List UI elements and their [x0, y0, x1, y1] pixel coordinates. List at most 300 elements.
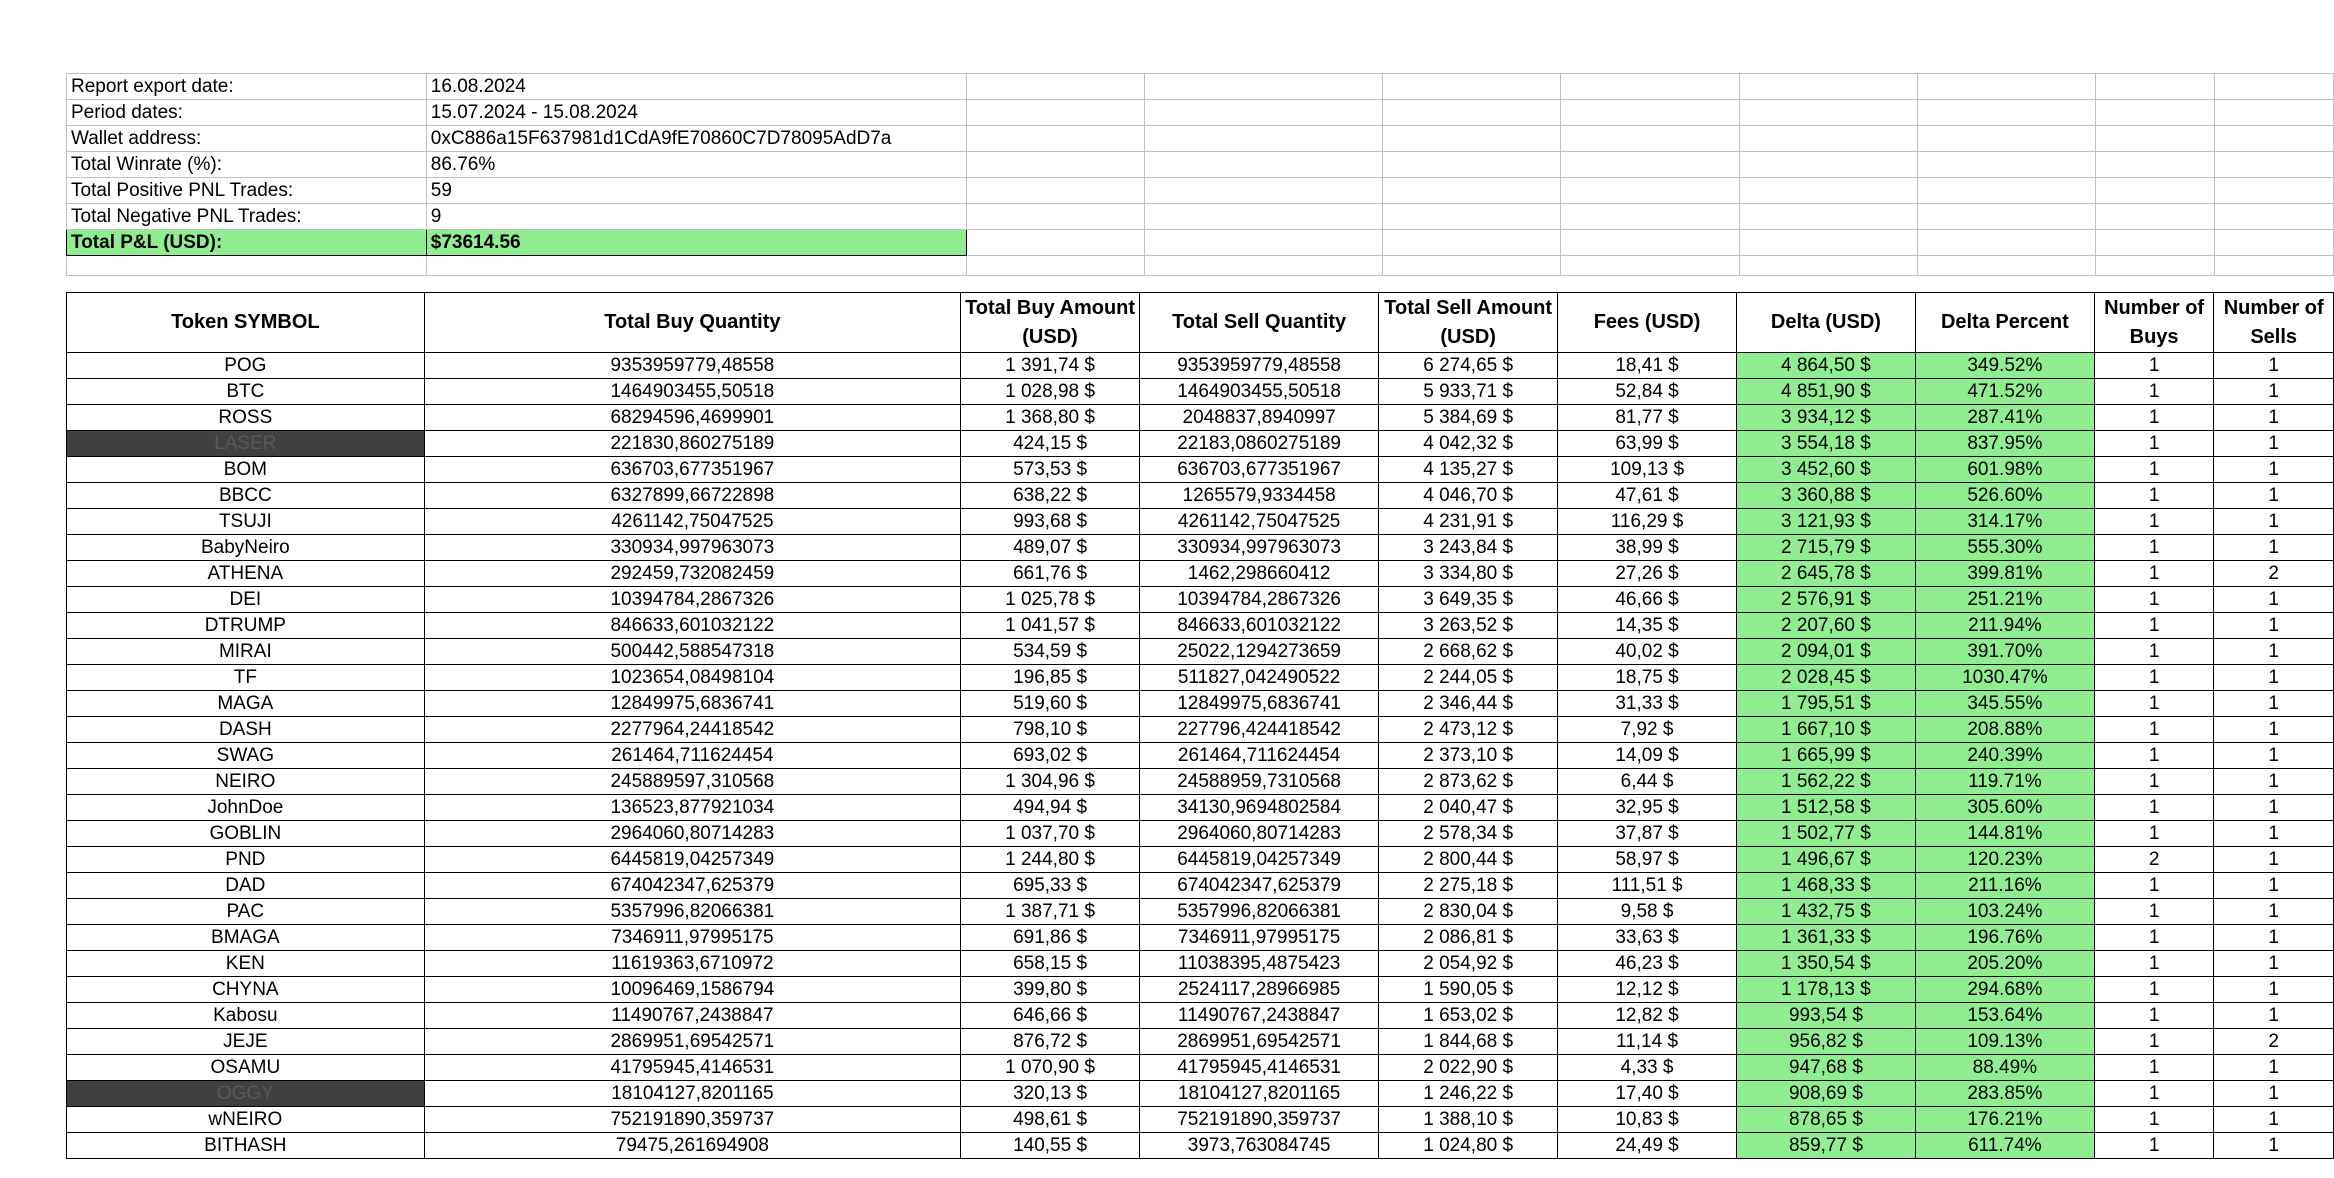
info-label[interactable]: Total Positive PNL Trades:: [67, 178, 427, 204]
empty-cell[interactable]: [2096, 204, 2215, 230]
empty-cell[interactable]: [1383, 230, 1561, 256]
sell-amount-cell[interactable]: 2 244,05 $: [1379, 665, 1558, 691]
buy-amount-cell[interactable]: 646,66 $: [961, 1003, 1140, 1029]
delta-percent-cell[interactable]: 837.95%: [1915, 431, 2094, 457]
delta-percent-cell[interactable]: 119.71%: [1915, 769, 2094, 795]
delta-percent-cell[interactable]: 314.17%: [1915, 509, 2094, 535]
column-header[interactable]: Fees (USD): [1558, 293, 1737, 353]
delta-percent-cell[interactable]: 196.76%: [1915, 925, 2094, 951]
buy-amount-cell[interactable]: 534,59 $: [961, 639, 1140, 665]
token-symbol-cell[interactable]: BMAGA: [67, 925, 425, 951]
empty-cell[interactable]: [1739, 178, 1917, 204]
empty-cell[interactable]: [1383, 74, 1561, 100]
buy-amount-cell[interactable]: 691,86 $: [961, 925, 1140, 951]
empty-cell[interactable]: [2215, 256, 2334, 276]
empty-cell[interactable]: [1145, 126, 1383, 152]
empty-cell[interactable]: [2096, 178, 2215, 204]
empty-cell[interactable]: [1383, 178, 1561, 204]
buy-amount-cell[interactable]: 1 368,80 $: [961, 405, 1140, 431]
sell-amount-cell[interactable]: 2 473,12 $: [1379, 717, 1558, 743]
sells-count-cell[interactable]: 1: [2214, 1055, 2334, 1081]
buys-count-cell[interactable]: 1: [2094, 613, 2214, 639]
delta-percent-cell[interactable]: 305.60%: [1915, 795, 2094, 821]
sells-count-cell[interactable]: 1: [2214, 665, 2334, 691]
fees-cell[interactable]: 81,77 $: [1558, 405, 1737, 431]
delta-cell[interactable]: 3 934,12 $: [1736, 405, 1915, 431]
sells-count-cell[interactable]: 1: [2214, 743, 2334, 769]
sell-amount-cell[interactable]: 4 231,91 $: [1379, 509, 1558, 535]
buy-amount-cell[interactable]: 1 041,57 $: [961, 613, 1140, 639]
fees-cell[interactable]: 14,35 $: [1558, 613, 1737, 639]
buy-quantity-cell[interactable]: 636703,677351967: [424, 457, 960, 483]
sell-amount-cell[interactable]: 2 022,90 $: [1379, 1055, 1558, 1081]
token-symbol-cell[interactable]: DASH: [67, 717, 425, 743]
sell-amount-cell[interactable]: 4 042,32 $: [1379, 431, 1558, 457]
token-symbol-cell[interactable]: BabyNeiro: [67, 535, 425, 561]
buys-count-cell[interactable]: 1: [2094, 535, 2214, 561]
empty-cell[interactable]: [1917, 152, 2095, 178]
buy-quantity-cell[interactable]: 2277964,24418542: [424, 717, 960, 743]
buys-count-cell[interactable]: 1: [2094, 873, 2214, 899]
delta-cell[interactable]: 1 502,77 $: [1736, 821, 1915, 847]
buy-quantity-cell[interactable]: 9353959779,48558: [424, 353, 960, 379]
sell-quantity-cell[interactable]: 1462,298660412: [1140, 561, 1379, 587]
buys-count-cell[interactable]: 1: [2094, 951, 2214, 977]
buy-quantity-cell[interactable]: 11619363,6710972: [424, 951, 960, 977]
buys-count-cell[interactable]: 1: [2094, 717, 2214, 743]
sell-amount-cell[interactable]: 2 040,47 $: [1379, 795, 1558, 821]
sells-count-cell[interactable]: 1: [2214, 613, 2334, 639]
buys-count-cell[interactable]: 1: [2094, 379, 2214, 405]
buys-count-cell[interactable]: 1: [2094, 1029, 2214, 1055]
empty-cell[interactable]: [1145, 256, 1383, 276]
delta-cell[interactable]: 1 432,75 $: [1736, 899, 1915, 925]
buy-amount-cell[interactable]: 399,80 $: [961, 977, 1140, 1003]
buy-amount-cell[interactable]: 1 244,80 $: [961, 847, 1140, 873]
sells-count-cell[interactable]: 2: [2214, 561, 2334, 587]
fees-cell[interactable]: 33,63 $: [1558, 925, 1737, 951]
buy-quantity-cell[interactable]: 10394784,2867326: [424, 587, 960, 613]
sells-count-cell[interactable]: 1: [2214, 379, 2334, 405]
delta-percent-cell[interactable]: 391.70%: [1915, 639, 2094, 665]
sells-count-cell[interactable]: 1: [2214, 483, 2334, 509]
buy-quantity-cell[interactable]: 292459,732082459: [424, 561, 960, 587]
sell-quantity-cell[interactable]: 2048837,8940997: [1140, 405, 1379, 431]
empty-cell[interactable]: [1917, 100, 2095, 126]
empty-cell[interactable]: [967, 230, 1145, 256]
sell-quantity-cell[interactable]: 12849975,6836741: [1140, 691, 1379, 717]
delta-cell[interactable]: 2 028,45 $: [1736, 665, 1915, 691]
delta-cell[interactable]: 2 576,91 $: [1736, 587, 1915, 613]
sells-count-cell[interactable]: 1: [2214, 405, 2334, 431]
delta-cell[interactable]: 1 361,33 $: [1736, 925, 1915, 951]
sells-count-cell[interactable]: 1: [2214, 951, 2334, 977]
sell-amount-cell[interactable]: 4 135,27 $: [1379, 457, 1558, 483]
delta-percent-cell[interactable]: 251.21%: [1915, 587, 2094, 613]
buys-count-cell[interactable]: 1: [2094, 1107, 2214, 1133]
fees-cell[interactable]: 47,61 $: [1558, 483, 1737, 509]
buy-amount-cell[interactable]: 798,10 $: [961, 717, 1140, 743]
sell-amount-cell[interactable]: 3 649,35 $: [1379, 587, 1558, 613]
delta-percent-cell[interactable]: 153.64%: [1915, 1003, 2094, 1029]
empty-cell[interactable]: [1145, 74, 1383, 100]
buy-amount-cell[interactable]: 695,33 $: [961, 873, 1140, 899]
empty-cell[interactable]: [1561, 230, 1739, 256]
sells-count-cell[interactable]: 1: [2214, 509, 2334, 535]
delta-cell[interactable]: 1 178,13 $: [1736, 977, 1915, 1003]
sells-count-cell[interactable]: 1: [2214, 847, 2334, 873]
token-symbol-cell[interactable]: KEN: [67, 951, 425, 977]
sell-quantity-cell[interactable]: 34130,9694802584: [1140, 795, 1379, 821]
sell-amount-cell[interactable]: 2 373,10 $: [1379, 743, 1558, 769]
fees-cell[interactable]: 46,23 $: [1558, 951, 1737, 977]
buys-count-cell[interactable]: 1: [2094, 1133, 2214, 1159]
sells-count-cell[interactable]: 1: [2214, 1003, 2334, 1029]
empty-cell[interactable]: [1145, 204, 1383, 230]
delta-cell[interactable]: 2 645,78 $: [1736, 561, 1915, 587]
sells-count-cell[interactable]: 1: [2214, 873, 2334, 899]
token-symbol-cell[interactable]: Kabosu: [67, 1003, 425, 1029]
buy-amount-cell[interactable]: 693,02 $: [961, 743, 1140, 769]
empty-cell[interactable]: [1917, 178, 2095, 204]
buys-count-cell[interactable]: 1: [2094, 925, 2214, 951]
buys-count-cell[interactable]: 1: [2094, 665, 2214, 691]
empty-cell[interactable]: [2215, 230, 2334, 256]
sell-amount-cell[interactable]: 5 384,69 $: [1379, 405, 1558, 431]
sell-quantity-cell[interactable]: 1464903455,50518: [1140, 379, 1379, 405]
buys-count-cell[interactable]: 1: [2094, 353, 2214, 379]
sell-quantity-cell[interactable]: 2524117,28966985: [1140, 977, 1379, 1003]
fees-cell[interactable]: 24,49 $: [1558, 1133, 1737, 1159]
buy-quantity-cell[interactable]: 330934,997963073: [424, 535, 960, 561]
token-symbol-cell[interactable]: TSUJI: [67, 509, 425, 535]
info-value[interactable]: 59: [426, 178, 966, 204]
empty-cell[interactable]: [967, 100, 1145, 126]
fees-cell[interactable]: 12,12 $: [1558, 977, 1737, 1003]
fees-cell[interactable]: 37,87 $: [1558, 821, 1737, 847]
buys-count-cell[interactable]: 1: [2094, 431, 2214, 457]
buy-amount-cell[interactable]: 876,72 $: [961, 1029, 1140, 1055]
token-symbol-cell[interactable]: BITHASH: [67, 1133, 425, 1159]
buy-quantity-cell[interactable]: 1023654,08498104: [424, 665, 960, 691]
buy-quantity-cell[interactable]: 752191890,359737: [424, 1107, 960, 1133]
sells-count-cell[interactable]: 1: [2214, 925, 2334, 951]
buy-quantity-cell[interactable]: 7346911,97995175: [424, 925, 960, 951]
delta-cell[interactable]: 1 795,51 $: [1736, 691, 1915, 717]
sells-count-cell[interactable]: 1: [2214, 587, 2334, 613]
sell-amount-cell[interactable]: 2 873,62 $: [1379, 769, 1558, 795]
buy-amount-cell[interactable]: 1 070,90 $: [961, 1055, 1140, 1081]
fees-cell[interactable]: 10,83 $: [1558, 1107, 1737, 1133]
buy-quantity-cell[interactable]: 12849975,6836741: [424, 691, 960, 717]
token-symbol-cell[interactable]: OSAMU: [67, 1055, 425, 1081]
delta-percent-cell[interactable]: 211.94%: [1915, 613, 2094, 639]
sell-amount-cell[interactable]: 4 046,70 $: [1379, 483, 1558, 509]
delta-cell[interactable]: 947,68 $: [1736, 1055, 1915, 1081]
sells-count-cell[interactable]: 1: [2214, 717, 2334, 743]
empty-cell[interactable]: [1145, 230, 1383, 256]
empty-cell[interactable]: [1561, 204, 1739, 230]
sell-quantity-cell[interactable]: 2869951,69542571: [1140, 1029, 1379, 1055]
sells-count-cell[interactable]: 2: [2214, 1029, 2334, 1055]
buy-quantity-cell[interactable]: 2869951,69542571: [424, 1029, 960, 1055]
empty-cell[interactable]: [67, 256, 427, 276]
column-header[interactable]: Total Sell Quantity: [1140, 293, 1379, 353]
sell-amount-cell[interactable]: 1 653,02 $: [1379, 1003, 1558, 1029]
empty-cell[interactable]: [967, 204, 1145, 230]
buys-count-cell[interactable]: 1: [2094, 483, 2214, 509]
info-label[interactable]: Total Negative PNL Trades:: [67, 204, 427, 230]
empty-cell[interactable]: [2215, 152, 2334, 178]
empty-cell[interactable]: [2215, 204, 2334, 230]
info-value[interactable]: 86.76%: [426, 152, 966, 178]
empty-cell[interactable]: [1383, 126, 1561, 152]
sells-count-cell[interactable]: 1: [2214, 457, 2334, 483]
buy-quantity-cell[interactable]: 136523,877921034: [424, 795, 960, 821]
sells-count-cell[interactable]: 1: [2214, 535, 2334, 561]
delta-cell[interactable]: 859,77 $: [1736, 1133, 1915, 1159]
buys-count-cell[interactable]: 1: [2094, 977, 2214, 1003]
token-symbol-cell[interactable]: PND: [67, 847, 425, 873]
buys-count-cell[interactable]: 1: [2094, 691, 2214, 717]
empty-cell[interactable]: [1145, 152, 1383, 178]
fees-cell[interactable]: 32,95 $: [1558, 795, 1737, 821]
empty-cell[interactable]: [967, 178, 1145, 204]
info-value[interactable]: $73614.56: [426, 230, 966, 256]
sells-count-cell[interactable]: 1: [2214, 795, 2334, 821]
sells-count-cell[interactable]: 1: [2214, 1107, 2334, 1133]
delta-percent-cell[interactable]: 88.49%: [1915, 1055, 2094, 1081]
fees-cell[interactable]: 58,97 $: [1558, 847, 1737, 873]
token-symbol-cell[interactable]: wNEIRO: [67, 1107, 425, 1133]
sell-amount-cell[interactable]: 1 844,68 $: [1379, 1029, 1558, 1055]
buy-amount-cell[interactable]: 638,22 $: [961, 483, 1140, 509]
sell-amount-cell[interactable]: 2 086,81 $: [1379, 925, 1558, 951]
sell-amount-cell[interactable]: 2 346,44 $: [1379, 691, 1558, 717]
column-header[interactable]: Total Sell Amount (USD): [1379, 293, 1558, 353]
delta-cell[interactable]: 3 360,88 $: [1736, 483, 1915, 509]
fees-cell[interactable]: 116,29 $: [1558, 509, 1737, 535]
delta-cell[interactable]: 4 864,50 $: [1736, 353, 1915, 379]
sell-quantity-cell[interactable]: 636703,677351967: [1140, 457, 1379, 483]
delta-percent-cell[interactable]: 555.30%: [1915, 535, 2094, 561]
column-header[interactable]: Token SYMBOL: [67, 293, 425, 353]
buys-count-cell[interactable]: 1: [2094, 1055, 2214, 1081]
delta-percent-cell[interactable]: 1030.47%: [1915, 665, 2094, 691]
sell-amount-cell[interactable]: 3 243,84 $: [1379, 535, 1558, 561]
buy-amount-cell[interactable]: 1 304,96 $: [961, 769, 1140, 795]
empty-cell[interactable]: [2096, 74, 2215, 100]
buy-amount-cell[interactable]: 658,15 $: [961, 951, 1140, 977]
fees-cell[interactable]: 9,58 $: [1558, 899, 1737, 925]
delta-cell[interactable]: 3 452,60 $: [1736, 457, 1915, 483]
info-label[interactable]: Period dates:: [67, 100, 427, 126]
empty-cell[interactable]: [1739, 152, 1917, 178]
delta-percent-cell[interactable]: 103.24%: [1915, 899, 2094, 925]
delta-cell[interactable]: 993,54 $: [1736, 1003, 1915, 1029]
buy-amount-cell[interactable]: 494,94 $: [961, 795, 1140, 821]
buy-amount-cell[interactable]: 1 028,98 $: [961, 379, 1140, 405]
buy-quantity-cell[interactable]: 4261142,75047525: [424, 509, 960, 535]
column-header[interactable]: Total Buy Amount (USD): [961, 293, 1140, 353]
fees-cell[interactable]: 18,41 $: [1558, 353, 1737, 379]
sells-count-cell[interactable]: 1: [2214, 769, 2334, 795]
delta-cell[interactable]: 908,69 $: [1736, 1081, 1915, 1107]
sell-amount-cell[interactable]: 3 263,52 $: [1379, 613, 1558, 639]
fees-cell[interactable]: 38,99 $: [1558, 535, 1737, 561]
sell-quantity-cell[interactable]: 22183,0860275189: [1140, 431, 1379, 457]
sell-quantity-cell[interactable]: 511827,042490522: [1140, 665, 1379, 691]
buy-quantity-cell[interactable]: 2964060,80714283: [424, 821, 960, 847]
sell-quantity-cell[interactable]: 846633,601032122: [1140, 613, 1379, 639]
sell-amount-cell[interactable]: 6 274,65 $: [1379, 353, 1558, 379]
info-label[interactable]: Total P&L (USD):: [67, 230, 427, 256]
fees-cell[interactable]: 31,33 $: [1558, 691, 1737, 717]
token-symbol-cell[interactable]: OGGY: [67, 1081, 425, 1107]
info-label[interactable]: Report export date:: [67, 74, 427, 100]
buys-count-cell[interactable]: 1: [2094, 821, 2214, 847]
buy-amount-cell[interactable]: 1 037,70 $: [961, 821, 1140, 847]
delta-percent-cell[interactable]: 294.68%: [1915, 977, 2094, 1003]
delta-percent-cell[interactable]: 144.81%: [1915, 821, 2094, 847]
empty-cell[interactable]: [1917, 204, 2095, 230]
buy-amount-cell[interactable]: 498,61 $: [961, 1107, 1140, 1133]
empty-cell[interactable]: [1739, 74, 1917, 100]
delta-cell[interactable]: 3 554,18 $: [1736, 431, 1915, 457]
delta-percent-cell[interactable]: 471.52%: [1915, 379, 2094, 405]
delta-percent-cell[interactable]: 601.98%: [1915, 457, 2094, 483]
delta-percent-cell[interactable]: 287.41%: [1915, 405, 2094, 431]
buys-count-cell[interactable]: 2: [2094, 847, 2214, 873]
sell-quantity-cell[interactable]: 752191890,359737: [1140, 1107, 1379, 1133]
delta-cell[interactable]: 1 468,33 $: [1736, 873, 1915, 899]
buy-quantity-cell[interactable]: 79475,261694908: [424, 1133, 960, 1159]
empty-cell[interactable]: [2215, 126, 2334, 152]
empty-cell[interactable]: [1917, 256, 2095, 276]
delta-cell[interactable]: 1 562,22 $: [1736, 769, 1915, 795]
empty-cell[interactable]: [2215, 74, 2334, 100]
buy-quantity-cell[interactable]: 500442,588547318: [424, 639, 960, 665]
empty-cell[interactable]: [2215, 178, 2334, 204]
fees-cell[interactable]: 46,66 $: [1558, 587, 1737, 613]
delta-cell[interactable]: 1 512,58 $: [1736, 795, 1915, 821]
empty-cell[interactable]: [2096, 100, 2215, 126]
buys-count-cell[interactable]: 1: [2094, 561, 2214, 587]
info-value[interactable]: 16.08.2024: [426, 74, 966, 100]
buy-quantity-cell[interactable]: 6327899,66722898: [424, 483, 960, 509]
empty-cell[interactable]: [2096, 126, 2215, 152]
token-symbol-cell[interactable]: MIRAI: [67, 639, 425, 665]
buys-count-cell[interactable]: 1: [2094, 405, 2214, 431]
token-symbol-cell[interactable]: ATHENA: [67, 561, 425, 587]
fees-cell[interactable]: 18,75 $: [1558, 665, 1737, 691]
empty-cell[interactable]: [2096, 152, 2215, 178]
delta-percent-cell[interactable]: 349.52%: [1915, 353, 2094, 379]
buy-quantity-cell[interactable]: 5357996,82066381: [424, 899, 960, 925]
sell-amount-cell[interactable]: 2 830,04 $: [1379, 899, 1558, 925]
buy-amount-cell[interactable]: 196,85 $: [961, 665, 1140, 691]
sell-amount-cell[interactable]: 2 800,44 $: [1379, 847, 1558, 873]
empty-cell[interactable]: [1145, 100, 1383, 126]
delta-percent-cell[interactable]: 205.20%: [1915, 951, 2094, 977]
delta-cell[interactable]: 2 715,79 $: [1736, 535, 1915, 561]
column-header[interactable]: Number of Buys: [2094, 293, 2214, 353]
info-value[interactable]: 15.07.2024 - 15.08.2024: [426, 100, 966, 126]
token-symbol-cell[interactable]: BOM: [67, 457, 425, 483]
empty-cell[interactable]: [1739, 100, 1917, 126]
buy-amount-cell[interactable]: 424,15 $: [961, 431, 1140, 457]
buy-amount-cell[interactable]: 993,68 $: [961, 509, 1140, 535]
empty-cell[interactable]: [1561, 152, 1739, 178]
token-symbol-cell[interactable]: BBCC: [67, 483, 425, 509]
delta-percent-cell[interactable]: 120.23%: [1915, 847, 2094, 873]
token-symbol-cell[interactable]: DTRUMP: [67, 613, 425, 639]
empty-cell[interactable]: [2096, 230, 2215, 256]
token-symbol-cell[interactable]: GOBLIN: [67, 821, 425, 847]
empty-cell[interactable]: [1739, 256, 1917, 276]
empty-cell[interactable]: [967, 152, 1145, 178]
token-symbol-cell[interactable]: BTC: [67, 379, 425, 405]
sell-quantity-cell[interactable]: 11490767,2438847: [1140, 1003, 1379, 1029]
sell-amount-cell[interactable]: 5 933,71 $: [1379, 379, 1558, 405]
fees-cell[interactable]: 63,99 $: [1558, 431, 1737, 457]
sell-quantity-cell[interactable]: 674042347,625379: [1140, 873, 1379, 899]
token-symbol-cell[interactable]: JohnDoe: [67, 795, 425, 821]
delta-cell[interactable]: 2 207,60 $: [1736, 613, 1915, 639]
buys-count-cell[interactable]: 1: [2094, 639, 2214, 665]
info-label[interactable]: Wallet address:: [67, 126, 427, 152]
buy-amount-cell[interactable]: 320,13 $: [961, 1081, 1140, 1107]
delta-percent-cell[interactable]: 345.55%: [1915, 691, 2094, 717]
sell-quantity-cell[interactable]: 41795945,4146531: [1140, 1055, 1379, 1081]
buys-count-cell[interactable]: 1: [2094, 743, 2214, 769]
buy-amount-cell[interactable]: 519,60 $: [961, 691, 1140, 717]
token-symbol-cell[interactable]: LASER: [67, 431, 425, 457]
buys-count-cell[interactable]: 1: [2094, 1081, 2214, 1107]
token-symbol-cell[interactable]: SWAG: [67, 743, 425, 769]
buy-quantity-cell[interactable]: 41795945,4146531: [424, 1055, 960, 1081]
empty-cell[interactable]: [426, 256, 966, 276]
buy-amount-cell[interactable]: 661,76 $: [961, 561, 1140, 587]
sell-amount-cell[interactable]: 2 275,18 $: [1379, 873, 1558, 899]
buy-amount-cell[interactable]: 1 387,71 $: [961, 899, 1140, 925]
sells-count-cell[interactable]: 1: [2214, 1081, 2334, 1107]
token-symbol-cell[interactable]: NEIRO: [67, 769, 425, 795]
empty-cell[interactable]: [1739, 126, 1917, 152]
buy-amount-cell[interactable]: 1 391,74 $: [961, 353, 1140, 379]
empty-cell[interactable]: [1739, 230, 1917, 256]
empty-cell[interactable]: [1739, 204, 1917, 230]
delta-cell[interactable]: 1 496,67 $: [1736, 847, 1915, 873]
buy-quantity-cell[interactable]: 1464903455,50518: [424, 379, 960, 405]
delta-percent-cell[interactable]: 611.74%: [1915, 1133, 2094, 1159]
sells-count-cell[interactable]: 1: [2214, 691, 2334, 717]
empty-cell[interactable]: [1917, 230, 2095, 256]
token-symbol-cell[interactable]: DEI: [67, 587, 425, 613]
info-value[interactable]: 0xC886a15F637981d1CdA9fE70860C7D78095AdD7a: [426, 126, 966, 152]
buy-quantity-cell[interactable]: 10096469,1586794: [424, 977, 960, 1003]
token-symbol-cell[interactable]: JEJE: [67, 1029, 425, 1055]
empty-cell[interactable]: [1383, 256, 1561, 276]
empty-cell[interactable]: [1383, 152, 1561, 178]
sell-quantity-cell[interactable]: 9353959779,48558: [1140, 353, 1379, 379]
buys-count-cell[interactable]: 1: [2094, 1003, 2214, 1029]
token-symbol-cell[interactable]: MAGA: [67, 691, 425, 717]
buy-quantity-cell[interactable]: 68294596,4699901: [424, 405, 960, 431]
delta-cell[interactable]: 1 667,10 $: [1736, 717, 1915, 743]
sell-quantity-cell[interactable]: 7346911,97995175: [1140, 925, 1379, 951]
sell-amount-cell[interactable]: 2 668,62 $: [1379, 639, 1558, 665]
